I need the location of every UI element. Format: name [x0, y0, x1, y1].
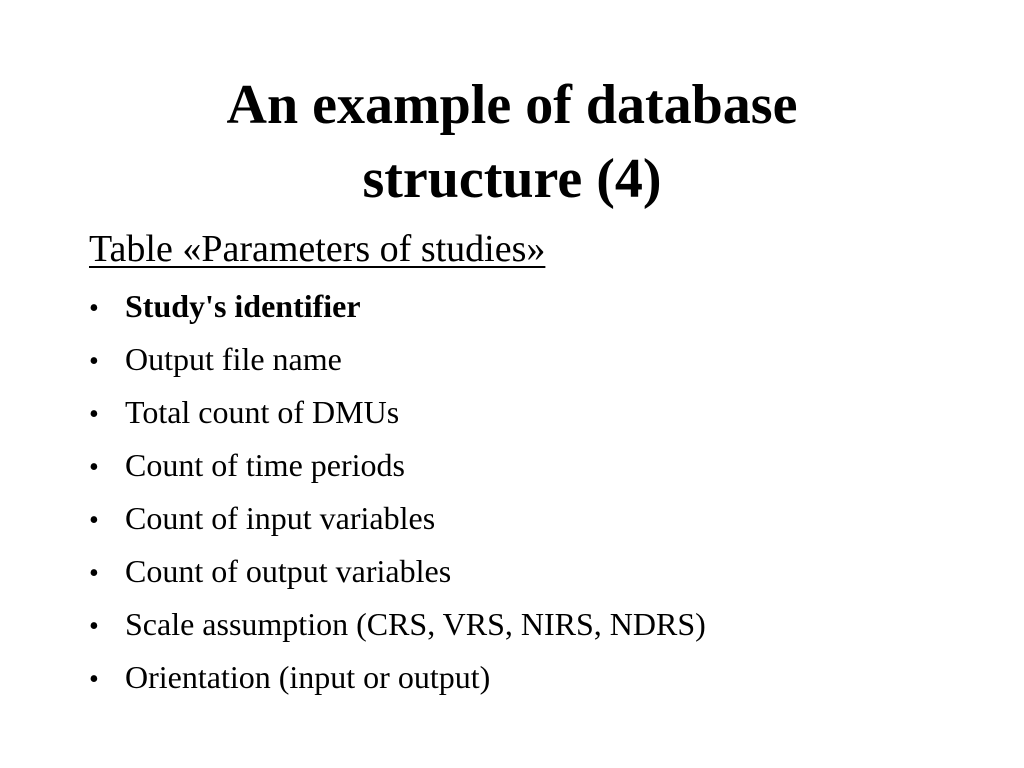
slide-title-line-1: An example of database [226, 74, 798, 136]
list-item-text: Scale assumption (CRS, VRS, NIRS, NDRS) [125, 606, 706, 642]
table-name-heading: Table «Parameters of studies» [89, 228, 546, 270]
list-item-text: Output file name [125, 341, 342, 377]
parameter-list [89, 280, 706, 704]
bullet-icon: • [89, 293, 99, 324]
list-item [89, 280, 706, 333]
bullet-icon: • [89, 664, 99, 695]
list-item [89, 492, 706, 545]
list-item-text: Study's identifier [125, 288, 361, 324]
bullet-icon: • [89, 399, 99, 430]
list-item [89, 545, 706, 598]
slide-title-line-2: structure (4) [362, 148, 662, 210]
bullet-icon: • [89, 452, 99, 483]
list-item [89, 386, 706, 439]
bullet-icon: • [89, 505, 99, 536]
list-item [89, 598, 706, 651]
list-item [89, 333, 706, 386]
list-item-text: Orientation (input or output) [125, 659, 491, 695]
bullet-icon: • [89, 346, 99, 377]
list-item-text: Total count of DMUs [125, 394, 400, 430]
list-item-text: Count of time periods [125, 447, 405, 483]
bullet-icon: • [89, 558, 99, 589]
slide-title [112, 68, 912, 216]
list-item [89, 439, 706, 492]
bullet-icon: • [89, 611, 99, 642]
list-item-text: Count of input variables [125, 500, 436, 536]
list-item-text: Count of output variables [125, 553, 452, 589]
list-item [89, 651, 706, 704]
